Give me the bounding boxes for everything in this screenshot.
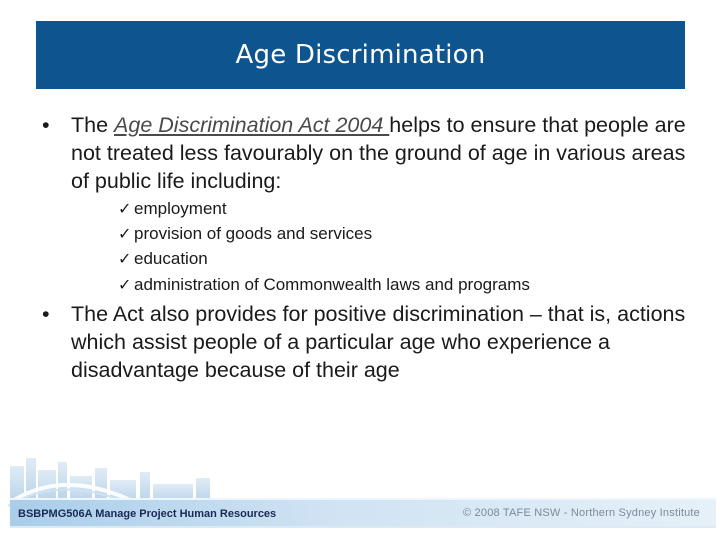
slide-title: Age Discrimination [235,40,486,70]
checklist-item [118,222,530,247]
checklist-item-text: provision of goods and services [134,224,373,244]
checklist-item [118,197,530,222]
bullet-marker: • [42,302,50,326]
act-link[interactable]: Age Discrimination Act 2004 [114,113,390,137]
bullet-2-text: The Act also provides for positive discrimination – that is, actions which assist people of a particular age who experience a disadvantage because of their age [71,302,686,382]
checklist-item-text: administration of Commonwealth laws and programs [134,274,530,294]
footer-course-label: BSBPMG506A Manage Project Human Resources [18,508,277,520]
footer-skyline-graphic [0,448,720,540]
check-icon: ✓ [118,226,132,244]
checklist-item [118,273,530,298]
bullet-marker: • [42,113,50,137]
bullet-1-suffix: helps to ensure that people are not treated less favourably on the ground of age in various areas of public life including: [71,113,686,193]
check-icon: ✓ [118,201,132,218]
checklist [118,197,530,298]
bullet-1-text [71,111,691,195]
check-icon: ✓ [118,251,132,269]
bullet-1-prefix: The [71,113,115,137]
checklist-item-text: employment [134,199,227,218]
checklist-item-text: education [134,249,208,269]
title-bar [36,21,685,89]
footer-copyright: © 2008 TAFE NSW - Northern Sydney Institute [463,507,701,519]
check-icon: ✓ [118,276,132,294]
checklist-item [118,247,530,272]
